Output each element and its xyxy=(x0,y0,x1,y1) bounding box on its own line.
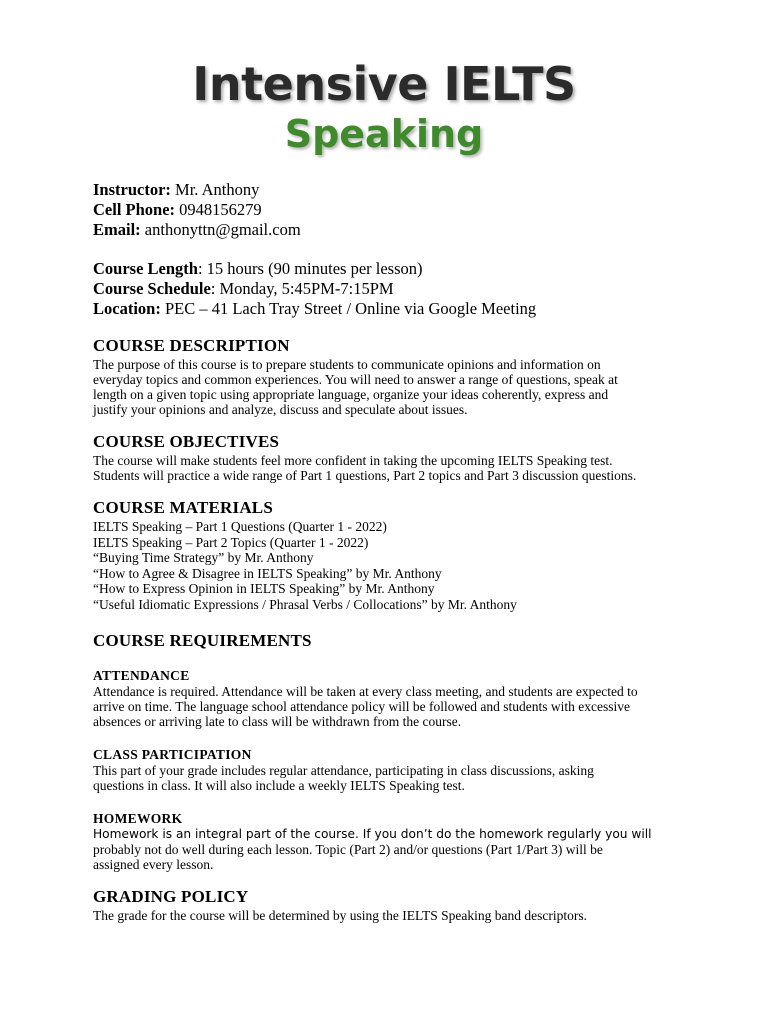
paragraph-line: justify your opinions and analyze, discuss and speculate about issues. xyxy=(93,402,468,417)
document-subtitle: Speaking xyxy=(284,112,484,156)
grading-policy-text xyxy=(93,908,683,923)
course-materials-list xyxy=(93,519,683,612)
paragraph-line: assigned every lesson. xyxy=(93,857,214,872)
class-participation-heading: CLASS PARTICIPATION xyxy=(93,747,252,762)
instructor-value: Mr. Anthony xyxy=(170,180,260,199)
instructor-label: Instructor: xyxy=(93,180,171,199)
paragraph-line: Attendance is required. Attendance will be taken at every class meeting, and students are expected to xyxy=(93,684,638,699)
location-label: Location: xyxy=(93,299,161,318)
course-objectives-heading: COURSE OBJECTIVES xyxy=(93,432,280,451)
paragraph-line: The purpose of this course is to prepare students to communicate opinions and information on xyxy=(93,357,601,372)
paragraph-line: The course will make students feel more confident in taking the upcoming IELTS Speaking test. xyxy=(93,453,613,468)
paragraph-line: The grade for the course will be determined by using the IELTS Speaking band descriptors. xyxy=(93,908,587,923)
phone-line xyxy=(93,200,683,220)
course-description-text xyxy=(93,357,683,417)
course-materials-heading: COURSE MATERIALS xyxy=(93,498,273,517)
spacer xyxy=(93,240,683,259)
list-item: “How to Agree & Disagree in IELTS Speaking” by Mr. Anthony xyxy=(93,565,442,581)
homework-text xyxy=(93,827,683,872)
paragraph-line: Students will practice a wide range of Part 1 questions, Part 2 topics and Part 3 discussion questions. xyxy=(93,468,637,483)
location-line xyxy=(93,299,683,319)
course-schedule-value: : Monday, 5:45PM-7:15PM xyxy=(210,279,394,298)
homework-heading: HOMEWORK xyxy=(93,811,183,826)
course-description-heading: COURSE DESCRIPTION xyxy=(93,336,290,355)
paragraph-line: probably not do well during each lesson. Topic (Part 2) and/or questions (Part 1/Part 3) will be xyxy=(93,842,603,857)
course-objectives-text xyxy=(93,453,683,483)
list-item: “How to Express Opinion in IELTS Speaking” by Mr. Anthony xyxy=(93,581,435,596)
document-body xyxy=(93,180,683,923)
course-length-label: Course Length xyxy=(93,259,198,278)
course-schedule-label: Course Schedule xyxy=(93,279,211,298)
paragraph-line: absences or arriving late to class will be withdrawn from the course. xyxy=(93,714,462,729)
list-item: “Useful Idiomatic Expressions / Phrasal Verbs / Collocations” by Mr. Anthony xyxy=(93,596,517,612)
email-value: anthonyttn@gmail.com xyxy=(140,220,301,239)
phone-value: 0948156279 xyxy=(175,200,262,219)
course-length-line xyxy=(93,259,683,279)
paragraph-line: length on a given topic using appropriate language, organize your ideas coherently, express and xyxy=(93,387,609,402)
grading-policy-heading: GRADING POLICY xyxy=(93,887,249,906)
list-item: IELTS Speaking – Part 2 Topics (Quarter 1 - 2022) xyxy=(93,534,369,550)
email-label: Email: xyxy=(93,220,141,239)
course-length-value: : 15 hours (90 minutes per lesson) xyxy=(197,259,423,278)
location-value: PEC – 41 Lach Tray Street / Online via Google Meeting xyxy=(160,299,537,318)
attendance-text xyxy=(93,684,683,729)
instructor-line xyxy=(93,180,683,200)
email-line xyxy=(93,220,683,240)
paragraph-line: This part of your grade includes regular attendance, participating in class discussions, asking xyxy=(93,763,594,778)
course-requirements-heading: COURSE REQUIREMENTS xyxy=(93,631,312,650)
paragraph-line: questions in class. It will also include a weekly IELTS Speaking test. xyxy=(93,778,465,793)
class-participation-text xyxy=(93,763,683,793)
paragraph-line: arrive on time. The language school attendance policy will be followed and students with excessive xyxy=(93,699,630,714)
attendance-heading: ATTENDANCE xyxy=(93,668,190,683)
paragraph-line: Homework is an integral part of the course. If you don’t do the homework regularly you will xyxy=(93,827,652,841)
list-item: “Buying Time Strategy” by Mr. Anthony xyxy=(93,550,314,565)
phone-label: Cell Phone: xyxy=(93,200,176,219)
paragraph-line: everyday topics and common experiences. You will need to answer a range of questions, speak at xyxy=(93,372,618,387)
document-title: Intensive IELTS xyxy=(192,57,576,111)
course-schedule-line xyxy=(93,279,683,299)
list-item: IELTS Speaking – Part 1 Questions (Quarter 1 - 2022) xyxy=(93,519,387,534)
